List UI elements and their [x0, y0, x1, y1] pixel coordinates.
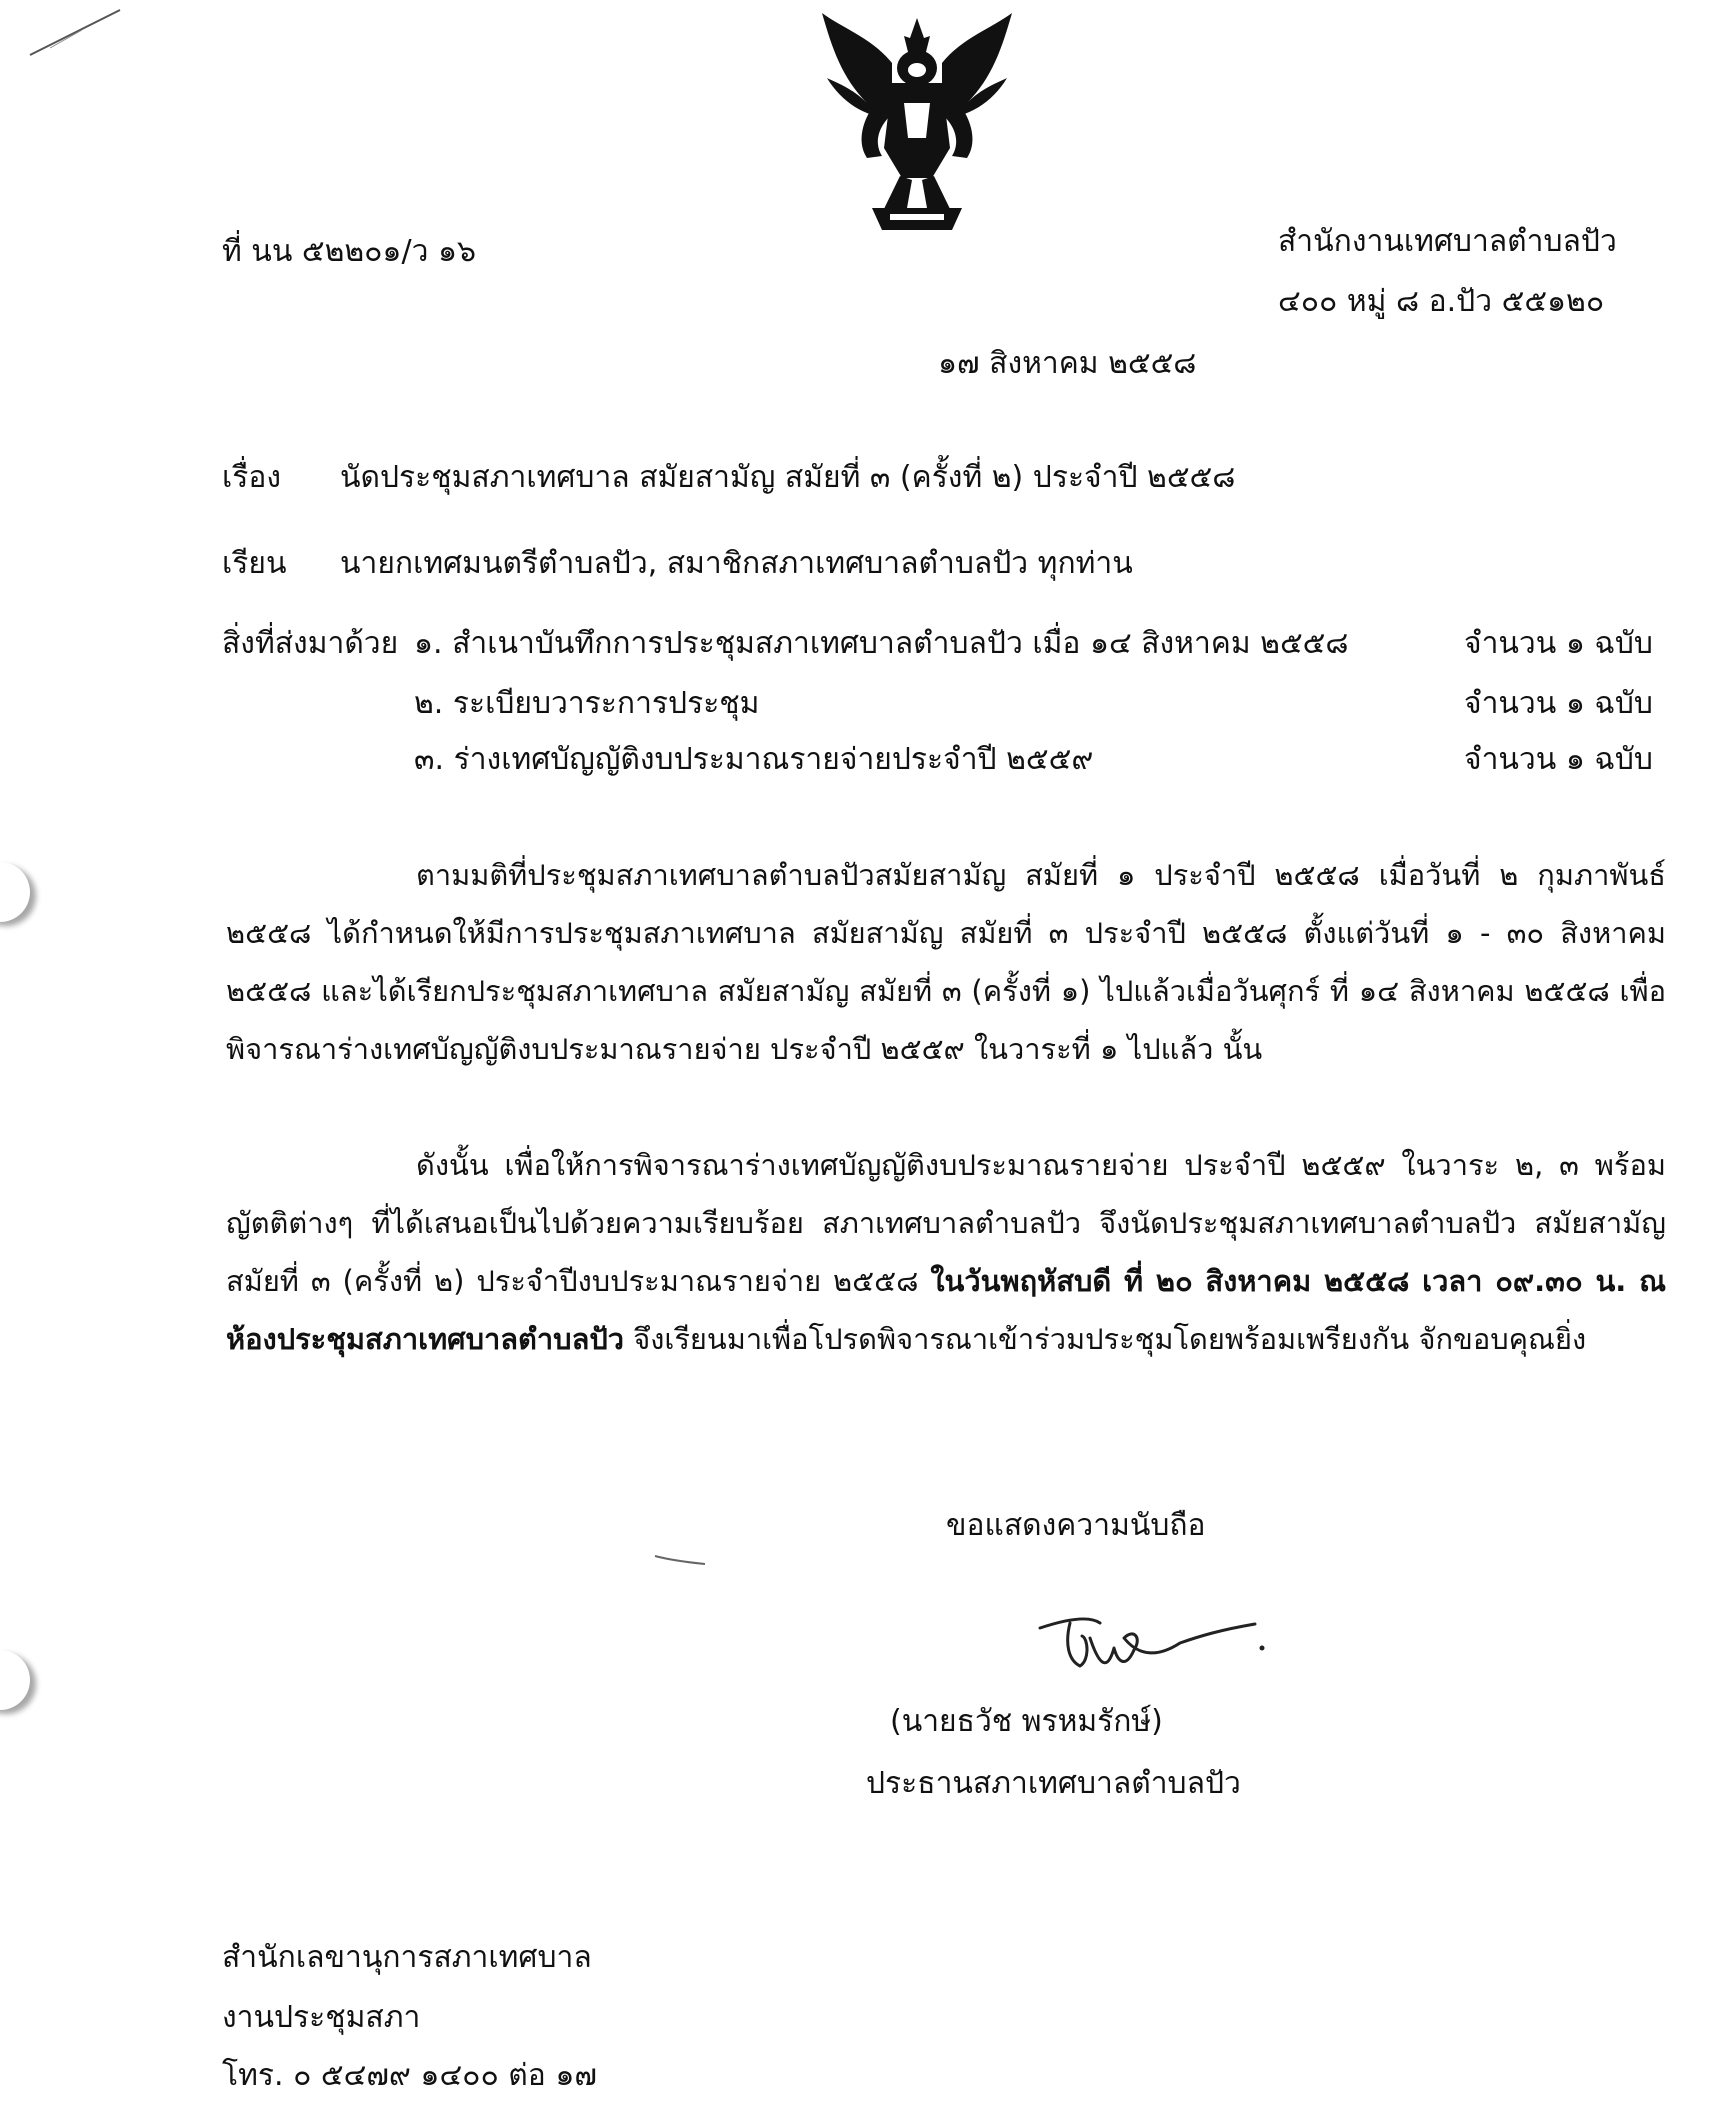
pen-mark — [20, 0, 130, 70]
meeting-details: ในวันพฤหัสบดี ที่ ๒๐ สิงหาคม ๒๕๕๘ เวลา ๐๙.๓๐ น. ณ ห้องประชุมสภาเทศบาลตำบลปัว — [226, 1264, 1667, 1356]
office-address: ๔๐๐ หมู่ ๘ อ.ปัว ๕๕๑๒๐ — [1278, 284, 1605, 319]
body-paragraph-1-text: ตามมติที่ประชุมสภาเทศบาลตำบลปัวสมัยสามัญ สมัยที่ ๑ ประจำปี ๒๕๕๘ เมื่อวันที่ ๒ กุมภาพันธ์ ๒๕๕๘ ได้กำหนดให้มีการประชุมสภาเทศบาล สมัยสามัญ สมัยที่ ๓ ประจำปี ๒๕๕๘ ตั้งแต่วันที่ ๑ - ๓๐ สิงหาคม ๒๕๕๘ และได้เรียกประชุมสภาเทศบาล สมัยสามัญ สมัยที่ ๓ (ครั้งที่ ๑) ไปแล้วเมื่อวันศุกร์ ที่ ๑๔ สิงหาคม ๒๕๕๘ เพื่อพิจารณาร่างเทศบัญญัติงบประมาณรายจ่าย ประจำปี ๒๕๕๙ ในวาระที่ ๑ ไปแล้ว นั้น — [226, 858, 1666, 1066]
enclosure-item: ๑. สำเนาบันทึกการประชุมสภาเทศบาลตำบลปัว เมื่อ ๑๔ สิงหาคม ๒๕๕๘ — [414, 626, 1349, 661]
footer-section: งานประชุมสภา — [222, 2000, 421, 2035]
subject-text: นัดประชุมสภาเทศบาล สมัยสามัญ สมัยที่ ๓ (ครั้งที่ ๒) ประจำปี ๒๕๕๘ — [340, 460, 1236, 495]
recipient-label: เรียน — [222, 546, 287, 581]
stray-mark — [650, 1548, 710, 1568]
enclosure-count: จำนวน ๑ ฉบับ — [1464, 686, 1653, 721]
letter-date: ๑๗ สิงหาคม ๒๕๕๘ — [938, 346, 1197, 381]
signer-title: ประธานสภาเทศบาลตำบลปัว — [866, 1766, 1241, 1801]
signer-name: (นายธวัช พรหมรักษ์) — [890, 1704, 1163, 1739]
enclosure-item: ๒. ระเบียบวาระการประชุม — [414, 686, 760, 721]
enclosure-count: จำนวน ๑ ฉบับ — [1464, 742, 1653, 777]
body-paragraph-2-text: ดังนั้น เพื่อให้การพิจารณาร่างเทศบัญญัติงบประมาณรายจ่าย ประจำปี ๒๕๕๙ ในวาระ ๒, ๓ พร้อมญัตติต่างๆ ที่ได้เสนอเป็นไปด้วยความเรียบร้อย สภาเทศบาลตำบลปัว จึงนัดประชุมสภาเทศบาลตำบลปัว สมัยสามัญ สมัยที่ ๓ (ครั้งที่ ๒) ประจำปีงบประมาณรายจ่าย ๒๕๕๘ — [226, 1148, 1666, 1298]
subject-label: เรื่อง — [222, 460, 282, 495]
enclosure-item: ๓. ร่างเทศบัญญัติงบประมาณรายจ่ายประจำปี ๒๕๕๙ — [414, 742, 1094, 777]
enclosures-label: สิ่งที่ส่งมาด้วย — [222, 626, 399, 661]
handwritten-signature — [1030, 1598, 1270, 1688]
body-paragraph-1 — [226, 846, 1666, 1078]
office-name: สำนักงานเทศบาลตำบลปัว — [1278, 224, 1617, 259]
footer-department: สำนักเลขานุการสภาเทศบาล — [222, 1940, 592, 1975]
body-paragraph-2 — [226, 1136, 1666, 1368]
punch-hole — [0, 862, 30, 922]
body-paragraph-2-closing: จึงเรียนมาเพื่อโปรดพิจารณาเข้าร่วมประชุมโดยพร้อมเพรียงกัน จักขอบคุณยิ่ง — [624, 1322, 1587, 1356]
reference-number: ที่ นน ๕๒๒๐๑/ว ๑๖ — [222, 234, 477, 269]
closing-salutation: ขอแสดงความนับถือ — [946, 1508, 1206, 1543]
enclosure-count: จำนวน ๑ ฉบับ — [1464, 626, 1653, 661]
recipient-text: นายกเทศมนตรีตำบลปัว, สมาชิกสภาเทศบาลตำบลปัว ทุกท่าน — [340, 546, 1133, 581]
punch-hole — [0, 1650, 30, 1710]
garuda-emblem — [812, 8, 1022, 238]
footer-phone: โทร. ๐ ๕๔๗๙ ๑๔๐๐ ต่อ ๑๗ — [222, 2058, 597, 2093]
